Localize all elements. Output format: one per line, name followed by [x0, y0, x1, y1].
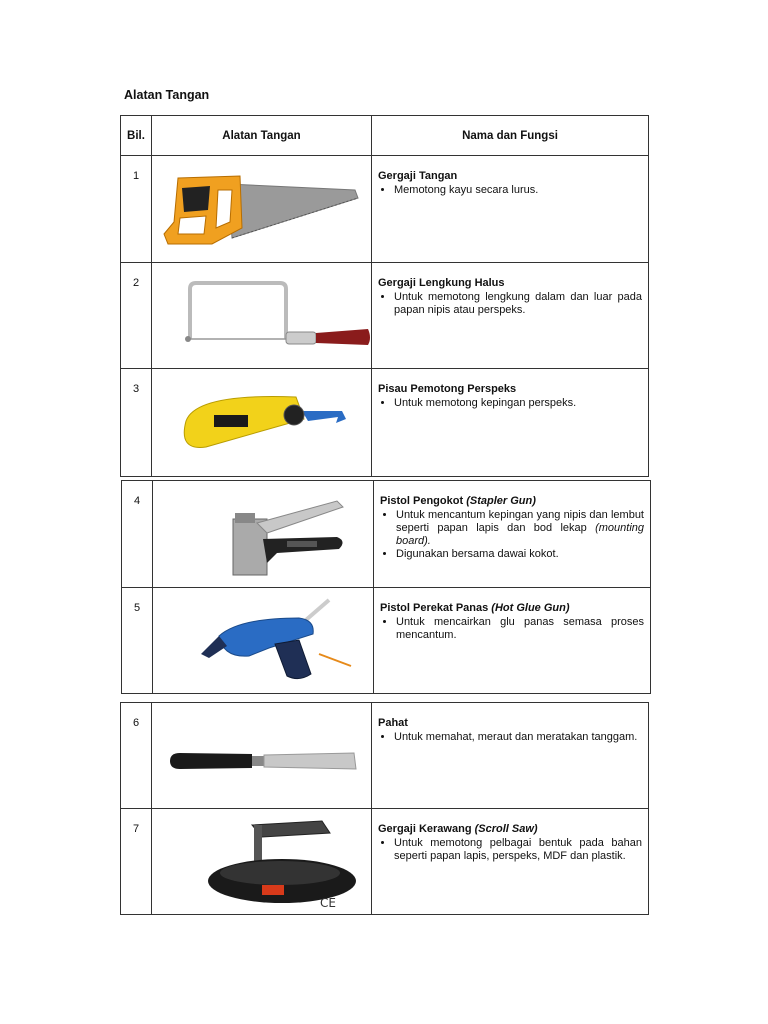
- tool-description: [374, 481, 651, 588]
- row-number: 6: [121, 703, 152, 809]
- perspex-cutter-icon: [166, 389, 366, 459]
- tool-name: Gergaji Tangan: [378, 170, 458, 182]
- row-number: 7: [121, 809, 152, 915]
- coping-saw-icon: [172, 277, 372, 357]
- tool-name: Gergaji Kerawang: [378, 823, 472, 835]
- tool-image-cell: [152, 703, 372, 809]
- row-number: 5: [122, 588, 153, 694]
- tool-name-english: (Stapler Gun): [466, 495, 536, 507]
- page-title: Alatan Tangan: [124, 88, 210, 102]
- tool-name: Pistol Pengokot: [380, 495, 464, 507]
- table-row: [122, 588, 651, 694]
- bullet-item: • Untuk mencairkan glu panas semasa proses mencantum.: [396, 616, 644, 642]
- tool-image-cell: [152, 809, 372, 915]
- table-row: [121, 369, 649, 477]
- tool-name: Gergaji Lengkung Halus: [378, 277, 505, 289]
- tools-table-part-1: [120, 115, 649, 477]
- tool-description: [372, 369, 649, 477]
- tool-image-cell: [153, 588, 374, 694]
- bullet-item: • Memotong kayu secara lurus.: [394, 184, 642, 197]
- tool-image-cell: [152, 263, 372, 369]
- tool-name-english: (Hot Glue Gun): [491, 602, 570, 614]
- tool-image-cell: [152, 369, 372, 477]
- table-row: [122, 481, 651, 588]
- tool-name-english: (Scroll Saw): [474, 823, 538, 835]
- tool-description: [374, 588, 651, 694]
- tool-name: Pisau Pemotong Perspeks: [378, 383, 517, 395]
- hand-saw-icon: [160, 172, 370, 252]
- row-number: 1: [121, 156, 152, 263]
- chisel-icon: [166, 741, 366, 781]
- staple-gun-icon: [197, 493, 397, 579]
- svg-text:CE: CE: [320, 896, 336, 910]
- tool-description: [372, 156, 649, 263]
- row-number: 3: [121, 369, 152, 477]
- tool-description: [372, 263, 649, 369]
- table-row: [121, 809, 649, 915]
- header-desc: Nama dan Fungsi: [372, 116, 649, 156]
- tool-image-cell: [152, 156, 372, 263]
- bullet-item: • Digunakan bersama dawai kokot.: [396, 548, 644, 561]
- bullet-item: • Untuk memahat, meraut dan meratakan tanggam.: [394, 731, 642, 744]
- bullet-item: • Untuk memotong kepingan perspeks.: [394, 397, 642, 410]
- tool-description: [372, 809, 649, 915]
- table-header-row: [121, 116, 649, 156]
- glue-gun-icon: [179, 596, 379, 688]
- bullet-item: • Untuk memotong pelbagai bentuk pada bahan seperti papan lapis, perspeks, MDF dan plastik.: [394, 837, 642, 863]
- table-row: [121, 703, 649, 809]
- table-row: [121, 156, 649, 263]
- bullet-item: • Untuk mencantum kepingan yang nipis dan lembut seperti papan lapis dan bod lekap (mounting board).: [396, 509, 644, 548]
- tool-name: Pahat: [378, 717, 408, 729]
- tool-name: Pistol Perekat Panas: [380, 602, 489, 614]
- scroll-saw-icon: [202, 811, 402, 911]
- table-row: [121, 263, 649, 369]
- bullet-item: • Untuk memotong lengkung dalam dan luar pada papan nipis atau perspeks.: [394, 291, 642, 317]
- tools-table-part-2: [121, 480, 651, 694]
- tool-description: [372, 703, 649, 809]
- row-number: 4: [122, 481, 153, 588]
- tools-table-part-3: [120, 702, 649, 915]
- row-number: 2: [121, 263, 152, 369]
- tool-image-cell: [153, 481, 374, 588]
- header-tool: Alatan Tangan: [152, 116, 372, 156]
- header-no: Bil.: [121, 116, 152, 156]
